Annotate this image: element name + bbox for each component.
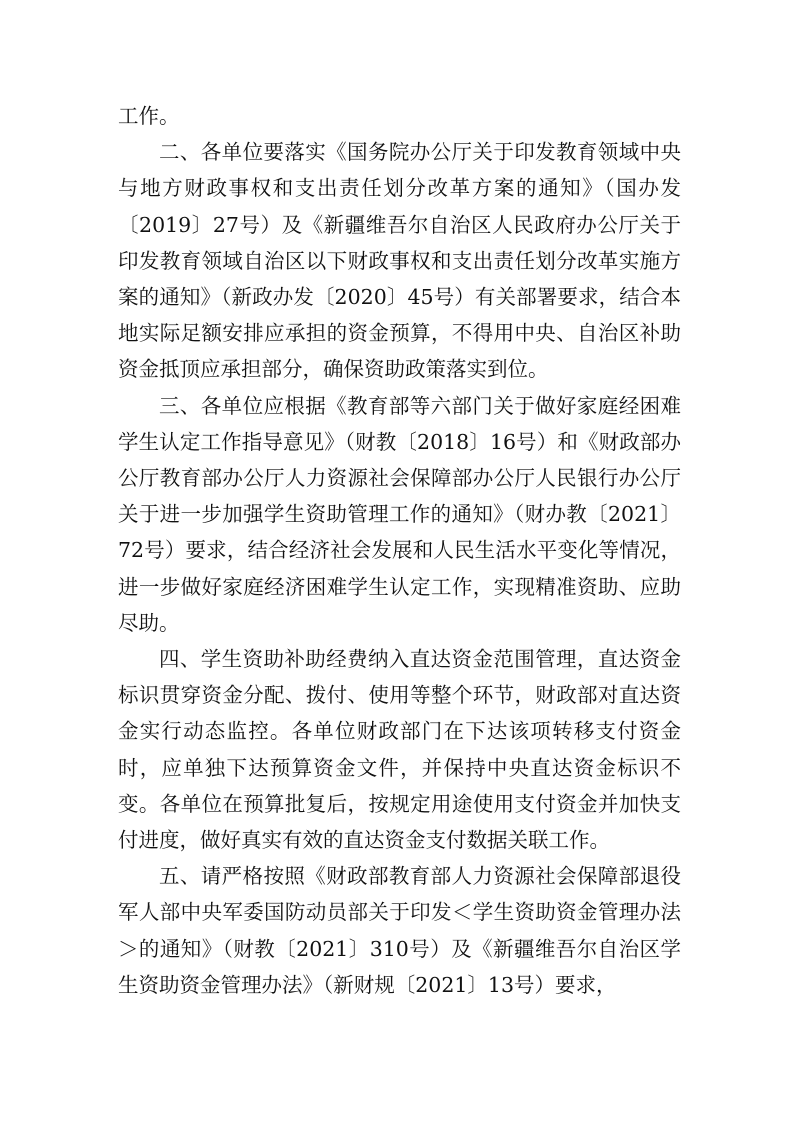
paragraph-item-5: 五、请严格按照《财政部教育部人力资源社会保障部退役军人部中央军委国防动员部关于印发＜学生资助资金管理办法＞的通知》（财教〔2021〕310号）及《新疆维吾尔自治区学生资助资金管理办法》（新财规〔2021〕13号）要求， [118,864,681,997]
paragraph-continuation: 工作。 [118,104,180,128]
document-body [118,98,681,1003]
paragraph-item-3: 三、各单位应根据《教育部等六部门关于做好家庭经困难学生认定工作指导意见》（财教〔2018〕16号）和《财政部办公厅教育部办公厅人力资源社会保障部办公厅人民银行办公厅关于进一步加强学生资助管理工作的通知》（财办教〔2021〕72号）要求，结合经济社会发展和人民生活水平变化等情况，进一步做好家庭经济困难学生认定工作，实现精准资助、应助尽助。 [118,393,681,635]
paragraph-item-4: 四、学生资助补助经费纳入直达资金范围管理，直达资金标识贯穿资金分配、拨付、使用等整个环节，财政部对直达资金实行动态监控。各单位财政部门在下达该项转移支付资金时，应单独下达预算资金文件，并保持中央直达资金标识不变。各单位在预算批复后，按规定用途使用支付资金并加快支付进度，做好真实有效的直达资金支付数据关联工作。 [118,647,681,853]
paragraph-item-2: 二、各单位要落实《国务院办公厅关于印发教育领域中央与地方财政事权和支出责任划分改革方案的通知》（国办发〔2019〕27号）及《新疆维吾尔自治区人民政府办公厅关于印发教育领域自治区以下财政事权和支出责任划分改革实施方案的通知》（新政办发〔2020〕45号）有关部署要求，结合本地实际足额安排应承担的资金预算，不得用中央、自治区补助资金抵顶应承担部分，确保资助政策落实到位。 [118,140,681,382]
